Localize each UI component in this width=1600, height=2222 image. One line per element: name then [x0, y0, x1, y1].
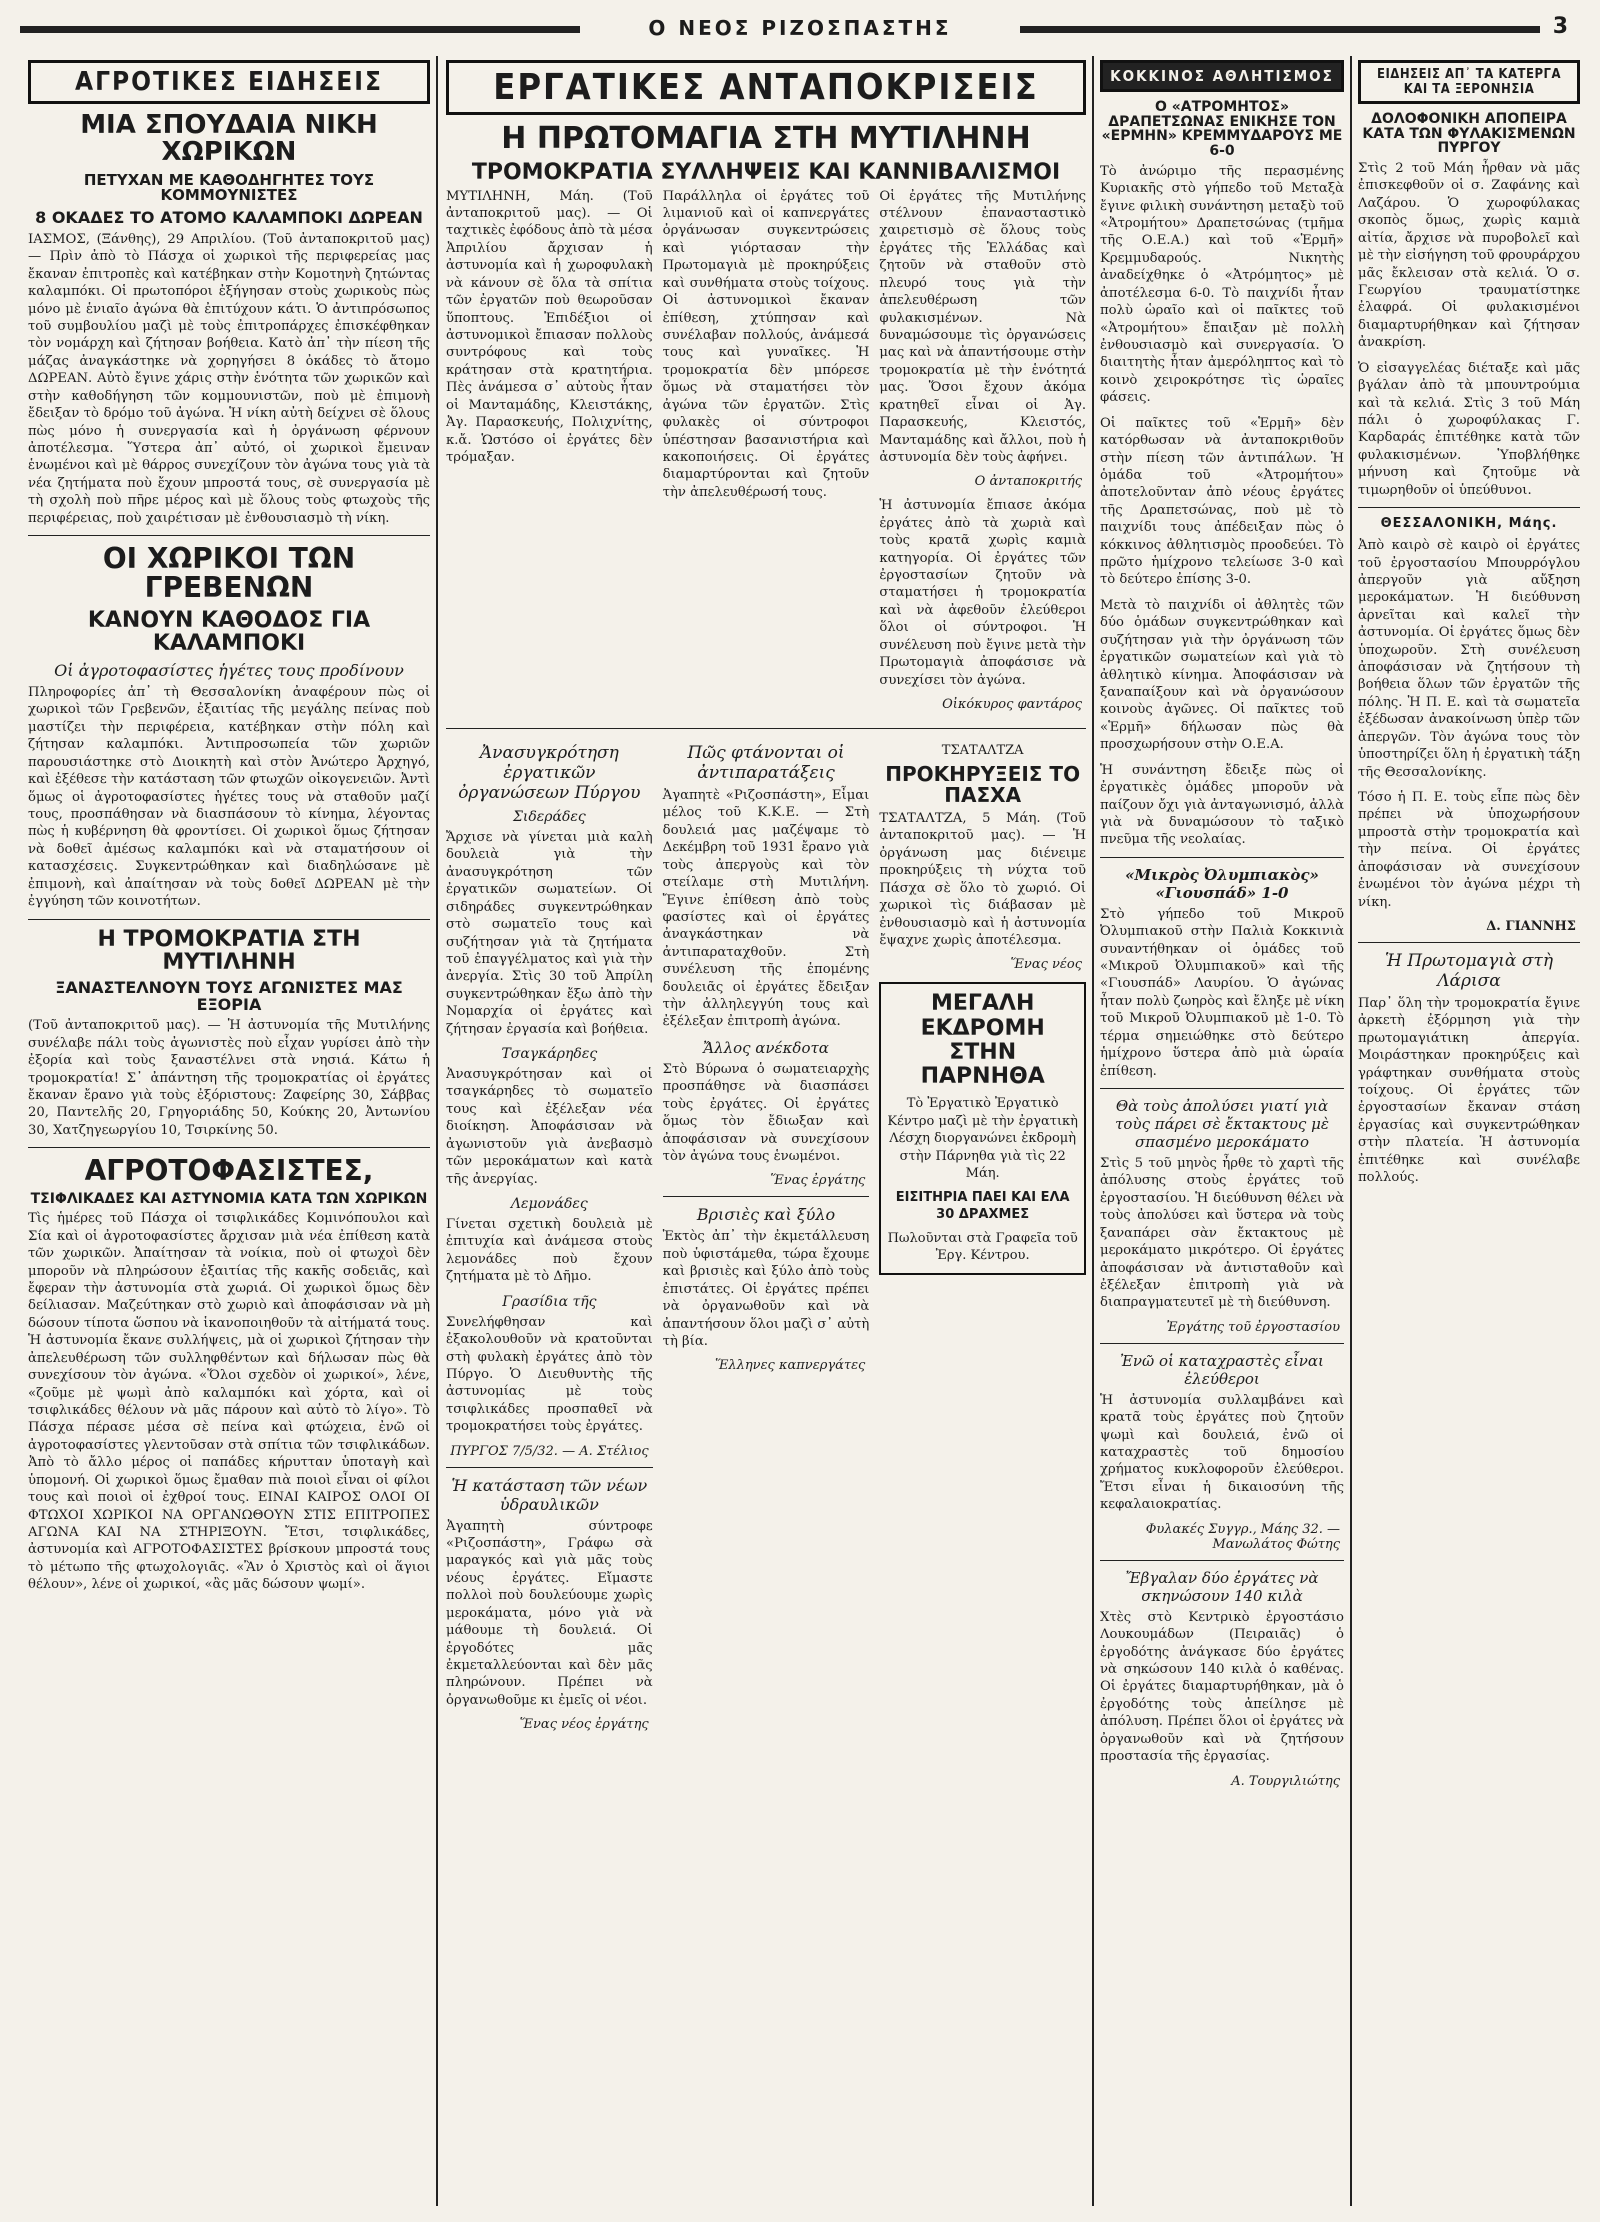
article-title: Ἀνασυγκρότηση ἐργατικῶν ὀργανώσεων Πύργου — [458, 742, 641, 803]
ad-text: Τὸ Ἐργατικὸ Ἐργατικὸ Κέντρο μαζὶ μὲ τὴν ἐργατικὴ Λέσχη διοργανώνει ἐκδρομὴ στὴν Πάρνηθα γιὰ τὶς 22 Μάη. — [887, 1096, 1078, 1182]
article-body: Μετὰ τὸ παιχνίδι οἱ ἀθλητὲς τῶν δύο ὁμάδων συγκεντρώθηκαν καὶ συζήτησαν γιὰ τὴν ὀργάνωση τῶν ἐργατικῶν σωματείων καὶ γιὰ τὸ ἀθλητικὸ κίνημα. Ἀποφάσισαν νὰ ξαναπαίξουν καὶ νὰ ὀργανώσουν κοινοὺς ἀγῶνες. Οἱ παῖκτες τοῦ «Ἑρμῆ» δήλωσαν πὼς θὰ προσχωρήσουν στὴν Ο.Ε.Α. — [1100, 597, 1344, 753]
article-body: Ἡ ἀστυνομία ἔπιασε ἀκόμα ἐργάτες ἀπὸ τὰ χωριὰ καὶ τοὺς κρατᾶ χωρὶς καμιὰ κατηγορία. Οἱ ἐργάτες τῶν ἐργοστασίων ζητοῦν νὰ σταματήσει ἡ τρομοκρατία καὶ νὰ ἀφεθοῦν ἐλεύθεροι ὅλοι οἱ σύντροφοι. Ἡ συνέλευση ποὺ ἔγινε μετὰ τὴν Πρωτομαγιὰ ἀποφάσισε νὰ συνεχίσει τὸν ἀγώνα. — [879, 498, 1086, 688]
headline: ΜΙΑ ΣΠΟΥΔΑΙΑ ΝΙΚΗ ΧΩΡΙΚΩΝ — [80, 110, 378, 168]
ad-price: ΕΙΣΙΤΗΡΙΑ ΠΑΕΙ ΚΑΙ ΕΛΑ 30 ΔΡΑΧΜΕΣ — [895, 1189, 1070, 1223]
article-body: Χτὲς στὸ Κεντρικὸ ἐργοστάσιο Λουκουμάδων (Πειραιᾶς) ὁ ἐργοδότης ἀνάγκασε δύο ἐργάτες νὰ σηκώσουν 140 κιλὰ ὁ καθένας. Οἱ ἐργάτες διαμαρτυρήθηκαν, μὰ ὁ ἐργοδότης τοὺς ἀπείλησε μὲ ἀπόλυση. Πρέπει ὅλοι οἱ ἐργάτες νὰ ὀργανωθοῦν καὶ νὰ ζητήσουν προστασία τῆς ἐργασίας. — [1100, 1609, 1344, 1765]
article-body: Τὸ ἀνώριμο τῆς περασμένης Κυριακῆς στὸ γήπεδο τοῦ Μεταξὰ ἔγινε φιλικὴ συνάντηση μεταξὺ τοῦ «Ἀτρομήτου» Δραπετσώνας (τμῆμα τῆς Ο.Ε.Α.) καὶ τοῦ «Ἑρμῆ» Κρεμμυδαρούς. Νικητὴς ἀναδείχθηκε ὁ «Ἀτρόμητος» μὲ ἀποτέλεσμα 6-0. Τὸ παιχνίδι ἦταν πολὺ ὡραῖο καὶ οἱ παῖκτες τοῦ «Ἀτρομήτου» ἔπαιξαν μὲ πολλὴ ἐνθουσιασμὸ καὶ συνεργασία. Ὁ διαιτητὴς ἦταν ἀμερόληπτος καὶ τὸ κοινὸ χειροκρότησε τὶς ὡραῖες φάσεις. — [1100, 163, 1344, 406]
article-body: Ἀγαπητὴ σύντροφε «Ριζοσπάστη», Γράφω σὰ μαραγκός καὶ γιὰ μᾶς τοὺς νέους ἐργάτες. Εἴμαστε πολλοὶ ποὺ δουλεύουμε χωρὶς μεροκάματα, μόνο γιὰ νὰ μάθουμε τὴ δουλειά. Οἱ ἐργοδότες μᾶς ἐκμεταλλεύονται καὶ δὲν μᾶς πληρώνουν. Πρέπει νὰ ὀργανωθοῦμε κι ἐμεῖς οἱ νέοι. — [446, 1518, 653, 1708]
signature: Δ. ΓΙΑΝΝΗΣ — [1486, 918, 1576, 934]
subheadline: ΤΡΟΜΟΚΡΑΤΙΑ ΣΥΛΛΗΨΕΙΣ ΚΑΙ ΚΑΝΝΙΒΑΛΙΣΜΟΙ — [471, 159, 1061, 185]
headline: Ο «ΑΤΡΟΜΗΤΟΣ» ΔΡΑΠΕΤΣΩΝΑΣ ΕΝΙΚΗΣΕ ΤΟΝ «ΕΡΜΗΝ» ΚΡΕΜΜΥΔΑΡΟΥΣ ΜΕ 6-0 — [1101, 99, 1343, 160]
column-red-sports — [1100, 60, 1344, 2200]
subsection-title: Τσαγκάρηδες — [501, 1046, 598, 1063]
article-body: Στὶς 2 τοῦ Μάη ἦρθαν νὰ μᾶς ἐπισκεφθοῦν οἱ σ. Ζαφάνης καὶ Λαζάρου. Ὁ χωροφύλακας σκοπὸς ὅμως, χωρὶς καμιὰ αἰτία, ἄρχισε νὰ πυροβολεῖ καὶ μὲ τὴν εἰσήγηση τοῦ φρουράρχου μᾶς ἔκλεισαν στὰ κελιά. Ὁ σ. Γεωργίου τραυματίστηκε ἐλαφρά. Οἱ φυλακισμένοι διαμαρτυρήθηκαν καὶ ζήτησαν ἀνακρίση. — [1358, 161, 1580, 351]
dateline: ΘΕΣΣΑΛΟΝΙΚΗ, Μάης. — [1380, 516, 1558, 532]
divider — [1358, 942, 1580, 943]
subheadline: 8 ΟΚΑΔΕΣ ΤΟ ΑΤΟΜΟ ΚΑΛΑΜΠΟΚΙ ΔΩΡΕΑΝ — [35, 208, 423, 228]
divider — [1358, 507, 1580, 508]
headline: ΠΡΟΚΗΡΥΞΕΙΣ ΤΟ ΠΑΣΧΑ — [885, 761, 1081, 807]
divider — [28, 919, 430, 920]
article-body: Παρ᾽ ὅλη τὴν τρομοκρατία ἔγινε ἀρκετὴ ἐξόρμηση γιὰ τὴν πρωτομαγιάτικη ἀπεργία. Μοιράστηκαν προκηρύξεις καὶ γράφτηκαν συνθήματα στοὺς τοίχους. Οἱ ἐργάτες τῶν ἐργοστασίων ἔκαναν στάση ἐργασίας καὶ συγκεντρώθηκαν στὴν πλατεία. Ἡ ἀστυνομία ἐπιτέθηκε καὶ συνέλαβε πολλούς. — [1358, 995, 1580, 1186]
subheadline: ΚΑΝΟΥΝ ΚΑΘΟΔΟΣ ΓΙΑ ΚΑΛΑΜΠΟΚΙ — [87, 607, 371, 656]
divider — [446, 1467, 653, 1468]
signature: Ἕλληνες καπνεργάτες — [714, 1358, 866, 1374]
article-body: ΤΣΑΤΑΛΤΖΑ, 5 Μάη. (Τοῦ ἀνταποκριτοῦ μας). — Ἡ ὀργάνωση μας διένειμε προκηρύξεις τὴ νύχτα τοῦ Πάσχα σὲ ὅλο τὸ χωριό. Οἱ χωρικοὶ τὶς διάβασαν μὲ ἐνθουσιασμὸ καὶ ἡ ἀστυνομία ἔψαχνε χωρὶς ἀποτέλεσμα. — [879, 810, 1086, 948]
signature: Ἕνας ἐργάτης — [770, 1173, 866, 1189]
subheadline: ΤΣΙΦΛΙΚΑΔΕΣ ΚΑΙ ΑΣΤΥΝΟΜΙΑ ΚΑΤΑ ΤΩΝ ΧΩΡΙΚΩΝ — [30, 1190, 428, 1207]
article-title: Θὰ τοὺς ἀπολύσει γιατί γιὰ τοὺς πάρει σὲ ἔκτακτους μὲ σπασμένο μεροκάματο — [1115, 1097, 1329, 1151]
divider — [446, 728, 1086, 729]
article-body: Γίνεται σχετικὴ δουλειὰ μὲ ἐπιτυχία καὶ ἀνάμεσα στοὺς λεμονάδες ποὺ ἔχουν ζητήματα μὲ τὸ Δῆμο. — [446, 1217, 653, 1285]
article-body: Τόσο ἡ Π. Ε. τοὺς εἶπε πὼς δὲν πρέπει νὰ ὑποχωρήσουν μπροστὰ στὴν τρομοκρατία καὶ τὴν πείνα. Οἱ ἐργάτες ἀποφάσισαν νὰ συνεχίσουν ἑνωμένοι τὸν ἀγώνα μέχρι τὴ νίκη. — [1358, 789, 1580, 910]
subsection-title: Λεμονάδες — [510, 1196, 588, 1212]
signature: Ἕνας νέος ἐργάτης — [519, 1717, 649, 1733]
article-title: Ἐνῶ οἱ καταχραστὲς εἶναι ἐλεύθεροι — [1120, 1351, 1324, 1388]
article-body: (Τοῦ ἀνταποκριτοῦ μας). — Ἡ ἀστυνομία τῆς Μυτιλήνης συνέλαβε πάλι τοὺς ἀγωνιστὲς ποὺ εἶχαν γυρίσει ἀπὸ τὴν ἐξορία καὶ τοὺς ξαναστέλνει στὰ νησιά. Κάτω ἡ τρομοκρατία! Σ᾽ ἀπάντηση τῆς τρομοκρατίας οἱ ἐργάτες ἔκαναν ἔρανο γιὰ τοὺς ἐξόριστους: Ζαφείρης 30, Σάββας 20, Παντελῆς 20, Γρηγοριάδης 50, Κούκης 20, Ἀντωνίου 30, Χατζηγεωργίου 10, Τσιρκίνης 50. — [28, 1018, 430, 1138]
text-column — [446, 188, 653, 720]
text-column — [663, 737, 870, 1740]
article-columns — [446, 188, 1086, 720]
headline: ΑΓΡΟΤΟΦΑΣΙΣΤΕΣ, — [84, 1154, 374, 1188]
signature: Ο ἀνταποκριτής — [974, 474, 1083, 490]
divider — [28, 535, 430, 536]
masthead — [20, 12, 1580, 46]
article-body: Στὶς 5 τοῦ μηνὸς ἦρθε τὸ χαρτὶ τῆς ἀπόλυσης στοὺς ἐργάτες τοῦ ἐργοστασίου. Ἡ διεύθυνση θέλει νὰ τοὺς ἀπολύσει καὶ ὕστερα νὰ τοὺς ξαναπάρει σὰν ἔκτακτους μὲ μεροκάματο μικρότερο. Οἱ ἐργάτες ἀποφάσισαν νὰ ἀντισταθοῦν καὶ ἐξέλεξαν ἐπιτροπὴ γιὰ νὰ διαπραγματευτεῖ μὲ τὴ διεύθυνση. — [1100, 1156, 1344, 1311]
ad-where: Πωλοῦνται στὰ Γραφεῖα τοῦ Ἐργ. Κέντρου. — [887, 1230, 1078, 1264]
article-body: Παράλληλα οἱ ἐργάτες τοῦ λιμανιοῦ καὶ οἱ καπνεργάτες ὀργάνωσαν συγκεντρώσεις καὶ γιόρτασαν τὴν Πρωτομαγιὰ μὲ προκηρύξεις καὶ συνθήματα στοὺς τοίχους. Οἱ ἀστυνομικοὶ ἔκαναν ἐπίθεση, χτύπησαν καὶ συνέλαβαν πολλούς, ἀνάμεσά τους καὶ γυναῖκες. Ἡ τρομοκρατία δὲν μπόρεσε ὅμως νὰ σταματήσει τὸν ἀγώνα τῶν ἐργατῶν. Στὶς φυλακὲς οἱ σύντροφοι ὑπέστησαν βασανιστήρια καὶ κακοποιήσεις. Οἱ ἐργάτες διαμαρτύρονται καὶ ζητοῦν τὴν ἀπελευθέρωσή τους. — [662, 188, 870, 500]
headline: ΟΙ ΧΩΡΙΚΟΙ ΤΩΝ ΓΡΕΒΕΝΩΝ — [102, 542, 356, 605]
signature: Οἰκόκυρος φαντάρος — [942, 696, 1083, 712]
article-body: ΜΥΤΙΛΗΝΗ, Μάη. (Τοῦ ἀνταποκριτοῦ μας). — Οἱ ταχτικὲς ἐφόδους ἀπὸ τὰ μέσα Ἀπριλίου ἄρχισαν ἡ ἀστυνομία καὶ ἡ χωροφυλακὴ νὰ κάνουν σὲ ὅλα τὰ σπίτια τῶν ἐργατῶν ποὺ θεωροῦσαν ὕποπτους. Ἐπιδέξιοι οἱ ἀστυνομικοὶ ἔπιασαν πολλοὺς συντρόφους καὶ τοὺς κράτησαν στὰ κρατητήρια. Πὲς ἀνάμεσα σ᾽ αὐτοὺς ἦταν οἱ Μανταμάδης, Κλειστάκης, Ἀγ. Παρασκευής, Πολιχνίτης, κ.ἄ. Ὡστόσο οἱ ἐργάτες δὲν τρόμαξαν. — [446, 188, 653, 465]
signature: Ἕνας νέος — [1010, 957, 1083, 973]
subsection-title: Σιδεράδες — [512, 808, 586, 825]
article-body: Ἄρχισε νὰ γίνεται μιὰ καλὴ δουλειὰ γιὰ τὴν ἀνασυγκρότηση τῶν ἐργατικῶν σωματείων. Οἱ σιδηράδες συγκεντρώθηκαν στὸ σωματεῖο τους καὶ συζήτησαν γιὰ τὰ ζητήματα τοῦ ἐπαγγέλματος καὶ γιὰ τὴν ἀνεργία. Στὶς 30 τοῦ Ἀπρίλη συγκεντρώθηκαν ἔξω ἀπὸ τὴν Νομαρχία οἱ ἐργάτες καὶ ζήτησαν ἐργασία καὶ βοήθεια. — [446, 829, 653, 1037]
subheadline: ΠΕΤΥΧΑΝ ΜΕ ΚΑΘΟΔΗΓΗΤΕΣ ΤΟΥΣ ΚΟΜΜΟΥΝΙΣΤΕΣ — [83, 170, 375, 205]
masthead-rule-left — [20, 26, 580, 33]
signature: Φυλακές Συγγρ., Μάης 32. — Μανωλάτος Φώτης — [1145, 1521, 1340, 1552]
article-body: Οἱ ἐργάτες τῆς Μυτιλήνης στέλνουν ἐπανασταστικὸ χαιρετισμὸ σὲ ὅλους τοὺς ἐργάτες τῆς Ἑλλάδας καὶ ζητοῦν νὰ σταθοῦν στὸ πλευρό τους γιὰ τὴν ἀπελευθέρωση τῶν φυλακισμένων. Νὰ δυναμώσουμε τὶς ὀργανώσεις μας καὶ νὰ ἀπαντήσουμε στὴν τρομοκρατία μὲ τὴν ἑνότητά μας. Ὅσοι ἔχουν ἀκόμα κρατηθεῖ εἶναι οἱ Ἀγ. Παρασκευής, Κλειστός, Μανταμάδης καὶ ἄλλοι, ποὺ ἡ ἀστυνομία δὲν τοὺς ἀφήνει. — [879, 188, 1086, 465]
divider — [1100, 1560, 1344, 1561]
headline: Η ΠΡΩΤΟΜΑΓΙΑ ΣΤΗ ΜΥΤΙΛΗΝΗ — [501, 121, 1031, 156]
divider — [28, 1147, 430, 1148]
section-header: ΑΓΡΟΤΙΚΕΣ ΕΙΔΗΣΕΙΣ — [28, 60, 430, 104]
article-title: Βρισιὲς καὶ ξύλο — [696, 1205, 836, 1225]
section-header: ΚΟΚΚΙΝΟΣ ΑΘΛΗΤΙΣΜΟΣ — [1100, 60, 1344, 92]
article-body: Ἐκτὸς ἀπ᾽ τὴν ἐκμετάλλευση ποὺ ὑφιστάμεθα, τώρα ἔχουμε καὶ βρισιὲς καὶ ξύλο ἀπὸ τοὺς ἐπιστάτες. Οἱ ἐργάτες πρέπει νὰ ὀργανωθοῦν καὶ νὰ ἀπαντήσουν ὅλοι μαζὶ σ᾽ αὐτὴ τὴ βία. — [662, 1229, 870, 1349]
article-title: «Μικρὸς Ὀλυμπιακὸς» «Γιουσπάδ» 1-0 — [1125, 865, 1319, 902]
headline: ΔΟΛΟΦΟΝΙΚΗ ΑΠΟΠΕΙΡΑ ΚΑΤΑ ΤΩΝ ΦΥΛΑΚΙΣΜΕΝΩΝ ΠΥΡΓΟΥ — [1362, 111, 1576, 157]
text-column — [663, 188, 870, 720]
section-header: ΕΙΔΗΣΕΙΣ ΑΠ᾽ ΤΑ ΚΑΤΕΡΓΑ ΚΑΙ ΤΑ ΞΕΡΟΝΗΣΙΑ — [1358, 60, 1580, 104]
column-rule — [1092, 56, 1094, 2206]
column-prison-news — [1358, 60, 1580, 2200]
divider — [1100, 1088, 1344, 1089]
article-body: Στὸ Βύρωνα ὁ σωματειαρχὴς προσπάθησε νὰ διασπάσει τοὺς ἐργάτες. Οἱ ἐργάτες ὅμως τὸν ἔδιωξαν καὶ ἀποφάσισαν νὰ συνεχίσουν τὸν ἀγώνα τους ἑνωμένοι. — [662, 1061, 870, 1164]
subsection-title: Ἄλλος ανέκδοτα — [703, 1038, 829, 1057]
lower-articles — [446, 737, 1086, 1740]
signature: Ἐργάτης τοῦ ἐργοστασίου — [1166, 1319, 1340, 1335]
signature: ΠΥΡΓΟΣ 7/5/32. — Α. Στέλιος — [450, 1443, 649, 1459]
divider — [1100, 1343, 1344, 1344]
divider — [663, 1196, 870, 1197]
article-body: Στὸ γήπεδο τοῦ Μικροῦ Ὀλυμπιακοῦ στὴν Παλιὰ Κοκκινιὰ συναντήθηκαν οἱ ὁμάδες τοῦ «Μικροῦ Ὀλυμπιακοῦ» καὶ τῆς «Γιουσπάδ» Λαυρίου. Ὁ ἀγώνας ἦταν πολὺ ζωηρὸς καὶ ἔληξε μὲ νίκη τοῦ Μικροῦ Ὀλυμπιακοῦ μὲ 1-0. Τὸ τέρμα σημειώθηκε στὸ δεύτερο ἡμίχρονο ὕστερα ἀπὸ μιὰ ὡραία ἐπίθεση. — [1100, 906, 1344, 1079]
divider — [1100, 857, 1344, 858]
text-column — [446, 737, 653, 1740]
headline: Η ΤΡΟΜΟΚΡΑΤΙΑ ΣΤΗ ΜΥΤΙΛΗΝΗ — [97, 926, 361, 975]
article-body: Ἀγαπητὲ «Ριζοσπάστη», Εἶμαι μέλος τοῦ Κ.Κ.Ε. — Στὴ δουλειά μας μαζέψαμε τὸ Δεκέμβρη τοῦ 1931 ἔρανο γιὰ τοὺς ἀπεργοὺς καὶ τὸν στείλαμε στὴ Μυτιλήνη. Ἔγινε ἐπίθεση ἀπὸ τοὺς φασίστες καὶ οἱ ἐργάτες ἀναγκάστηκαν νὰ ἀντιπαραταχθοῦν. Στὴ συνέλευση τῆς ἑπομένης δουλειᾶς οἱ ἐργάτες ἔδειξαν τὴν ἀλληλεγγύη τους καὶ ἐξέλεξαν ἐπιτροπὴ ἀγώνα. — [662, 787, 870, 1030]
column-rule — [1350, 56, 1352, 2206]
article-body: Ἀνασυγκρότησαν καὶ οἱ τσαγκάρηδες τὸ σωματεῖο τους καὶ ἐξέλεξαν νέα διοίκηση. Ἀποφάσισαν νὰ ἀγωνιστοῦν γιὰ ἀνεβασμὸ τῶν μεροκάματων καὶ κατὰ τῆς ἀνεργίας. — [446, 1067, 653, 1187]
section-header: ΕΡΓΑΤΙΚΕΣ ΑΝΤΑΠΟΚΡΙΣΕΙΣ — [446, 60, 1086, 115]
column-workers-reports — [446, 60, 1086, 2200]
article-body: Συνελήφθησαν καὶ ἐξακολουθοῦν νὰ κρατοῦνται στὴ φυλακὴ ἐργάτες ἀπὸ τὸν Πύργο. Ὁ Διευθυντὴς τῆς ἀστυνομίας μὲ τοὺς τσιφλικάδες προσπαθεῖ νὰ τρομοκρατήσει τοὺς ἐργάτες. — [446, 1314, 653, 1435]
article-body: Πληροφορίες ἀπ᾽ τὴ Θεσσαλονίκη ἀναφέρουν πὼς οἱ χωρικοὶ τῶν Γρεβενῶν, ἐξαιτίας τῆς μεγάλης πείνας ποὺ μαστίζει τὴν περιφέρεια, κατέβηκαν στὴν πόλη καὶ ζήτησαν καλαμπόκι. Ἀντιπροσωπεία τῶν χωριῶν παρουσιάστηκε στὸ Διοικητὴ καὶ στὸν Ἀνώτερο Ἀρχηγό, καὶ ἐξέθεσε τὴν κατάσταση τῶν φτωχῶν οἰκογενειῶν. Ἀντὶ ὅμως οἱ ἀγροτοφασίστες ἡγέτες τους νὰ σταθοῦν μαζί τους, προσπάθησαν νὰ διασπάσουν τὸ κίνημα, λέγοντας πὼς ἡ κυβέρνηση θὰ φροντίσει. Οἱ χωρικοὶ ὅμως ζήτησαν νὰ δοθεῖ ἀμέσως καλαμπόκι καὶ νὰ σταματήσουν οἱ κατασχέσεις. Συγκεντρώθηκαν καὶ διαδηλώσανε μὲ ἐπιμονὴ, καὶ ἀπαίτησαν νὰ τοὺς δοθεῖ ΔΩΡΕΑΝ μὲ τὴν ἐγγύηση τῶν κοινοτήτων. — [28, 685, 430, 910]
article-body: Ἡ ἀστυνομία συλλαμβάνει καὶ κρατᾶ τοὺς ἐργάτες ποὺ ζητοῦν ψωμὶ καὶ δουλειά, ἐνῶ οἱ καταχραστὲς τοῦ δημοσίου χρήματος κυκλοφοροῦν ἐλεύθεροι. Ἔτσι εἶναι ἡ δικαιοσύνη τῆς κεφαλαιοκρατίας. — [1100, 1392, 1344, 1513]
subsection-title: Γρασίδια τῆς — [502, 1293, 597, 1310]
article-body: ΙΑΣΜΟΣ, (Ξάνθης), 29 Απριλίου. (Τοῦ ἀνταποκριτοῦ μας) — Πρὶν ἀπὸ τὸ Πάσχα οἱ χωρικοὶ τῆς περιφερείας μας ἔκαναν ἐπιτροπὲς καὶ κατέβηκαν στὴν Κομοτηνὴ ζητώντας καλαμπόκι. Οἱ πρωτοπόροι ἐξήγησαν στοὺς χωρικοὺς πὼς μόνο μὲ ἑνιαῖο ἀγώνα θὰ ἐπιτύχουν κάτι. Ὁ ἀντιπρόσωπος τοῦ συμβουλίου μαζὶ μὲ τοὺς ἐπιτροπάρχες ἐπισκέφθηκαν τὸν νομάρχη καὶ ζήτησαν βοήθεια. Κατὸ ἀπ᾽ τὴν πίεση τῆς μάζας ἀναγκάστηκε νὰ χορηγήσει 8 ὀκάδες τὸ ἄτομο ΔΩΡΕΑΝ. Αὐτὸ ἔγινε χάρις στὴν ἑνότητα τῶν χωρικῶν καὶ στὴν καθοδήγηση τῶν κομμουνιστῶν, ποὺ μὲ ἐπιμονὴ ἔδειξαν τὸ δρόμο τοῦ ἀγώνα. Ἡ νίκη αὐτὴ δείχνει σὲ ὅλους πὼς μόνο ἡ συνεργασία καὶ ἡ ὀργάνωση φέρνουν ἀποτέλεσμα. Ὕστερα ἀπ᾽ αὐτό, οἱ χωρικοὶ ἔμειναν ἑνωμένοι καὶ μὲ θάρρος συνεχίζουν τὸν ἀγώνα τους γιὰ τὰ νέα ζητήματα ποὺ ἔχουν μπροστά τους, σὲ συνεργασία μὲ τὴ σχολὴ ποὺ πῆρε μέρος καὶ μὲ ὅλους τοὺς φτωχοὺς τῆς περιφέρειας, ποὺ χαιρέτισαν μὲ ἐνθουσιασμὸ τὴ νίκη. — [28, 231, 430, 526]
page-number: 3 — [1549, 14, 1572, 39]
signature: Α. Τουργιλιώτης — [1231, 1773, 1340, 1789]
article-title: Ἔβγαλαν δύο ἐργάτες νὰ σκηνώσουν 140 κιλὰ — [1125, 1568, 1319, 1605]
article-body: Οἱ παῖκτες τοῦ «Ἑρμῆ» δὲν κατόρθωσαν νὰ ἀνταποκριθοῦν στὴν πίεση τῶν ἀντιπάλων. Ἡ ὁμάδα τοῦ «Ἀτρομήτου» ἀποτελοῦνταν ἀπὸ νέους ἐργάτες τῆς Δραπετσώνας, ποὺ μὲ τὸ παιχνίδι τους ἀπέδειξαν πὼς ὁ κόκκινος ἀθλητισμὸς προοδεύει. Τὸ πρῶτο ἡμίχρονο τελείωσε 3-0 καὶ τὸ δεύτερο ἐπίσης 3-0. — [1100, 415, 1344, 588]
newspaper-title: Ο ΝΕΟΣ ΡΙΖΟΣΠΑΣΤΗΣ — [638, 16, 961, 40]
column-agricultural-news — [28, 60, 430, 2200]
article-title: Ἡ κατάσταση τῶν νέων ὑδραυλικῶν — [451, 1475, 648, 1514]
deck: Οἱ ἀγροτοφασίστες ἡγέτες τους προδίνουν — [54, 661, 404, 681]
masthead-rule-right — [1020, 26, 1540, 33]
article-title: Πῶς φτάνονται οἱ ἀντιπαρατάξεις — [687, 742, 845, 783]
column-rule — [436, 56, 438, 2206]
article-body: Ὁ εἰσαγγελέας διέταξε καὶ μᾶς βγάλαν ἀπὸ τὰ μπουντρούμια καὶ τὰ κελιά. Στὶς 3 τοῦ Μάη πάλι ὁ χωροφύλακας Γ. Καρδαράς ἐπιτέθηκε κατὰ τῶν φυλακισμένων. Ὑποβλήθηκε μήνυση καὶ ζητοῦμε νὰ τιμωρηθοῦν οἱ ὑπεύθυνοι. — [1358, 360, 1580, 498]
article-body: Ἀπὸ καιρὸ σὲ καιρὸ οἱ ἐργάτες τοῦ ἐργοστασίου Μπουρρόγλου ἀπεργοῦν γιὰ αὔξηση μεροκάματων. Ἡ διεύθυνση ἀρνεῖται καὶ καλεῖ τὴν ἀστυνομία. Οἱ ἐργάτες ὅμως δὲν ὑποχωροῦν. Στὴ συνέλευση ἀποφάσισαν νὰ ζητήσουν τὴ βοήθεια ὅλων τῶν ἐργατῶν τῆς πόλης. Ἡ Π. Ε. καὶ τὰ σωματεῖα ἐξέδωσαν ἀνακοίνωση ὑπὲρ τῶν ἀπεργῶν. Τὸν ἀγώνα τους τὸν ὑποστηρίζει ὅλη ἡ ἐργατικὴ τάξη τῆς Θεσσαλονίκης. — [1358, 538, 1580, 780]
text-column — [879, 188, 1086, 720]
text-column — [879, 737, 1086, 1740]
advertisement-box — [879, 982, 1086, 1275]
article-body: Τὶς ἡμέρες τοῦ Πάσχα οἱ τσιφλικάδες Κομινόπουλοι καὶ Σία καὶ οἱ ἀγροτοφασίστες ἄρχισαν μιὰ νέα ἐπίθεση κατὰ τῶν χωρικῶν. Ἀπαίτησαν τὰ νοίκια, ποὺ οἱ φτωχοὶ δὲν μποροῦν νὰ πληρώσουν ἐξαιτίας τῆς κακῆς σοδειᾶς, καὶ ἔφεραν τὴν ἀστυνομία στὰ χωριά. Οἱ χωρικοὶ ὅμως δὲν δείλιασαν. Μαζεύτηκαν στὸ χωριὸ καὶ ἀποφάσισαν νὰ μὴ δώσουν τίποτα ὥσπου νὰ ἱκανοποιηθοῦν τὰ αἰτήματά τους. Ἡ ἀστυνομία ἔκανε συλλήψεις, μὰ οἱ χωρικοὶ ζήτησαν τὴν ἀπελευθέρωση τῶν συλληφθέντων καὶ δήλωσαν πὼς θὰ συνεχίσουν τὸν ἀγώνα. «Ὅλοι σχεδὸν οἱ χωρικοί», λένε, «ζοῦμε μὲ ψωμὶ ἀπὸ καλαμπόκι καὶ χόρτα, καὶ οἱ τσιφλικάδες θέλουν νὰ μᾶς πάρουν καὶ αὐτὸ τὸ λίγο». Τὸ Πάσχα πέρασε μέσα σὲ πείνα καὶ φτώχεια, ἐνῶ οἱ ἀγροτοφασίστες γλεντοῦσαν στὰ σπίτια τῶν τσιφλικάδων. Ἀπὸ τὸ ἄλλο μέρος οἱ παπάδες κήρυτταν ὑποταγὴ καὶ ὑπομονή. Οἱ χωρικοὶ ὅμως ἔμαθαν πιὰ ποιοὶ εἶναι οἱ φίλοι τους καὶ ποιοὶ οἱ ἐχθροί τους. ΕΙΝΑΙ ΚΑΙΡΟΣ ΟΛΟΙ ΟΙ ΦΤΩΧΟΙ ΧΩΡΙΚΟΙ ΝΑ ΟΡΓΑΝΩΘΟΥΝ ΣΤΙΣ ΕΠΙΤΡΟΠΕΣ ΑΓΩΝΑ ΚΑΙ ΝΑ ΣΤΗΡΙΞΟΥΝ. Ἔτσι, τσιφλικάδες, ἀστυνομία καὶ ΑΓΡΟΤΟΦΑΣΙΣΤΕΣ βρίσκουν μπροστά τους τὸ μέτωπο τῆς φτωχολογιᾶς. «Ἂν ὁ Χριστὸς καὶ οἱ ἅγιοι θέλουν», λένε οἱ χωρικοί, «ἂς μᾶς δώσουν ψωμί». — [28, 1211, 430, 1593]
ad-title: ΜΕΓΑΛΗ ΕΚΔΡΟΜΗ ΣΤΗΝ ΠΑΡΝΗΘΑ — [920, 991, 1045, 1089]
article-body: Ἡ συνάντηση ἔδειξε πὼς οἱ ἐργατικὲς ὁμάδες μποροῦν νὰ παίζουν ὄχι γιὰ ἀνταγωνισμό, ἀλλὰ γιὰ νὰ δυναμώσουν τὸ ταξικὸ πνεῦμα τῆς νεολαίας. — [1100, 762, 1344, 848]
subheadline: ΞΑΝΑΣΤΕΛΝΟΥΝ ΤΟΥΣ ΑΓΩΝΙΣΤΕΣ ΜΑΣ ΕΞΟΡΙΑ — [55, 977, 403, 1014]
dateline: ΤΣΑΤΑΛΤΖΑ — [941, 742, 1024, 758]
article-title: Ἡ Πρωτομαγιὰ στὴ Λάρισα — [1384, 950, 1554, 991]
